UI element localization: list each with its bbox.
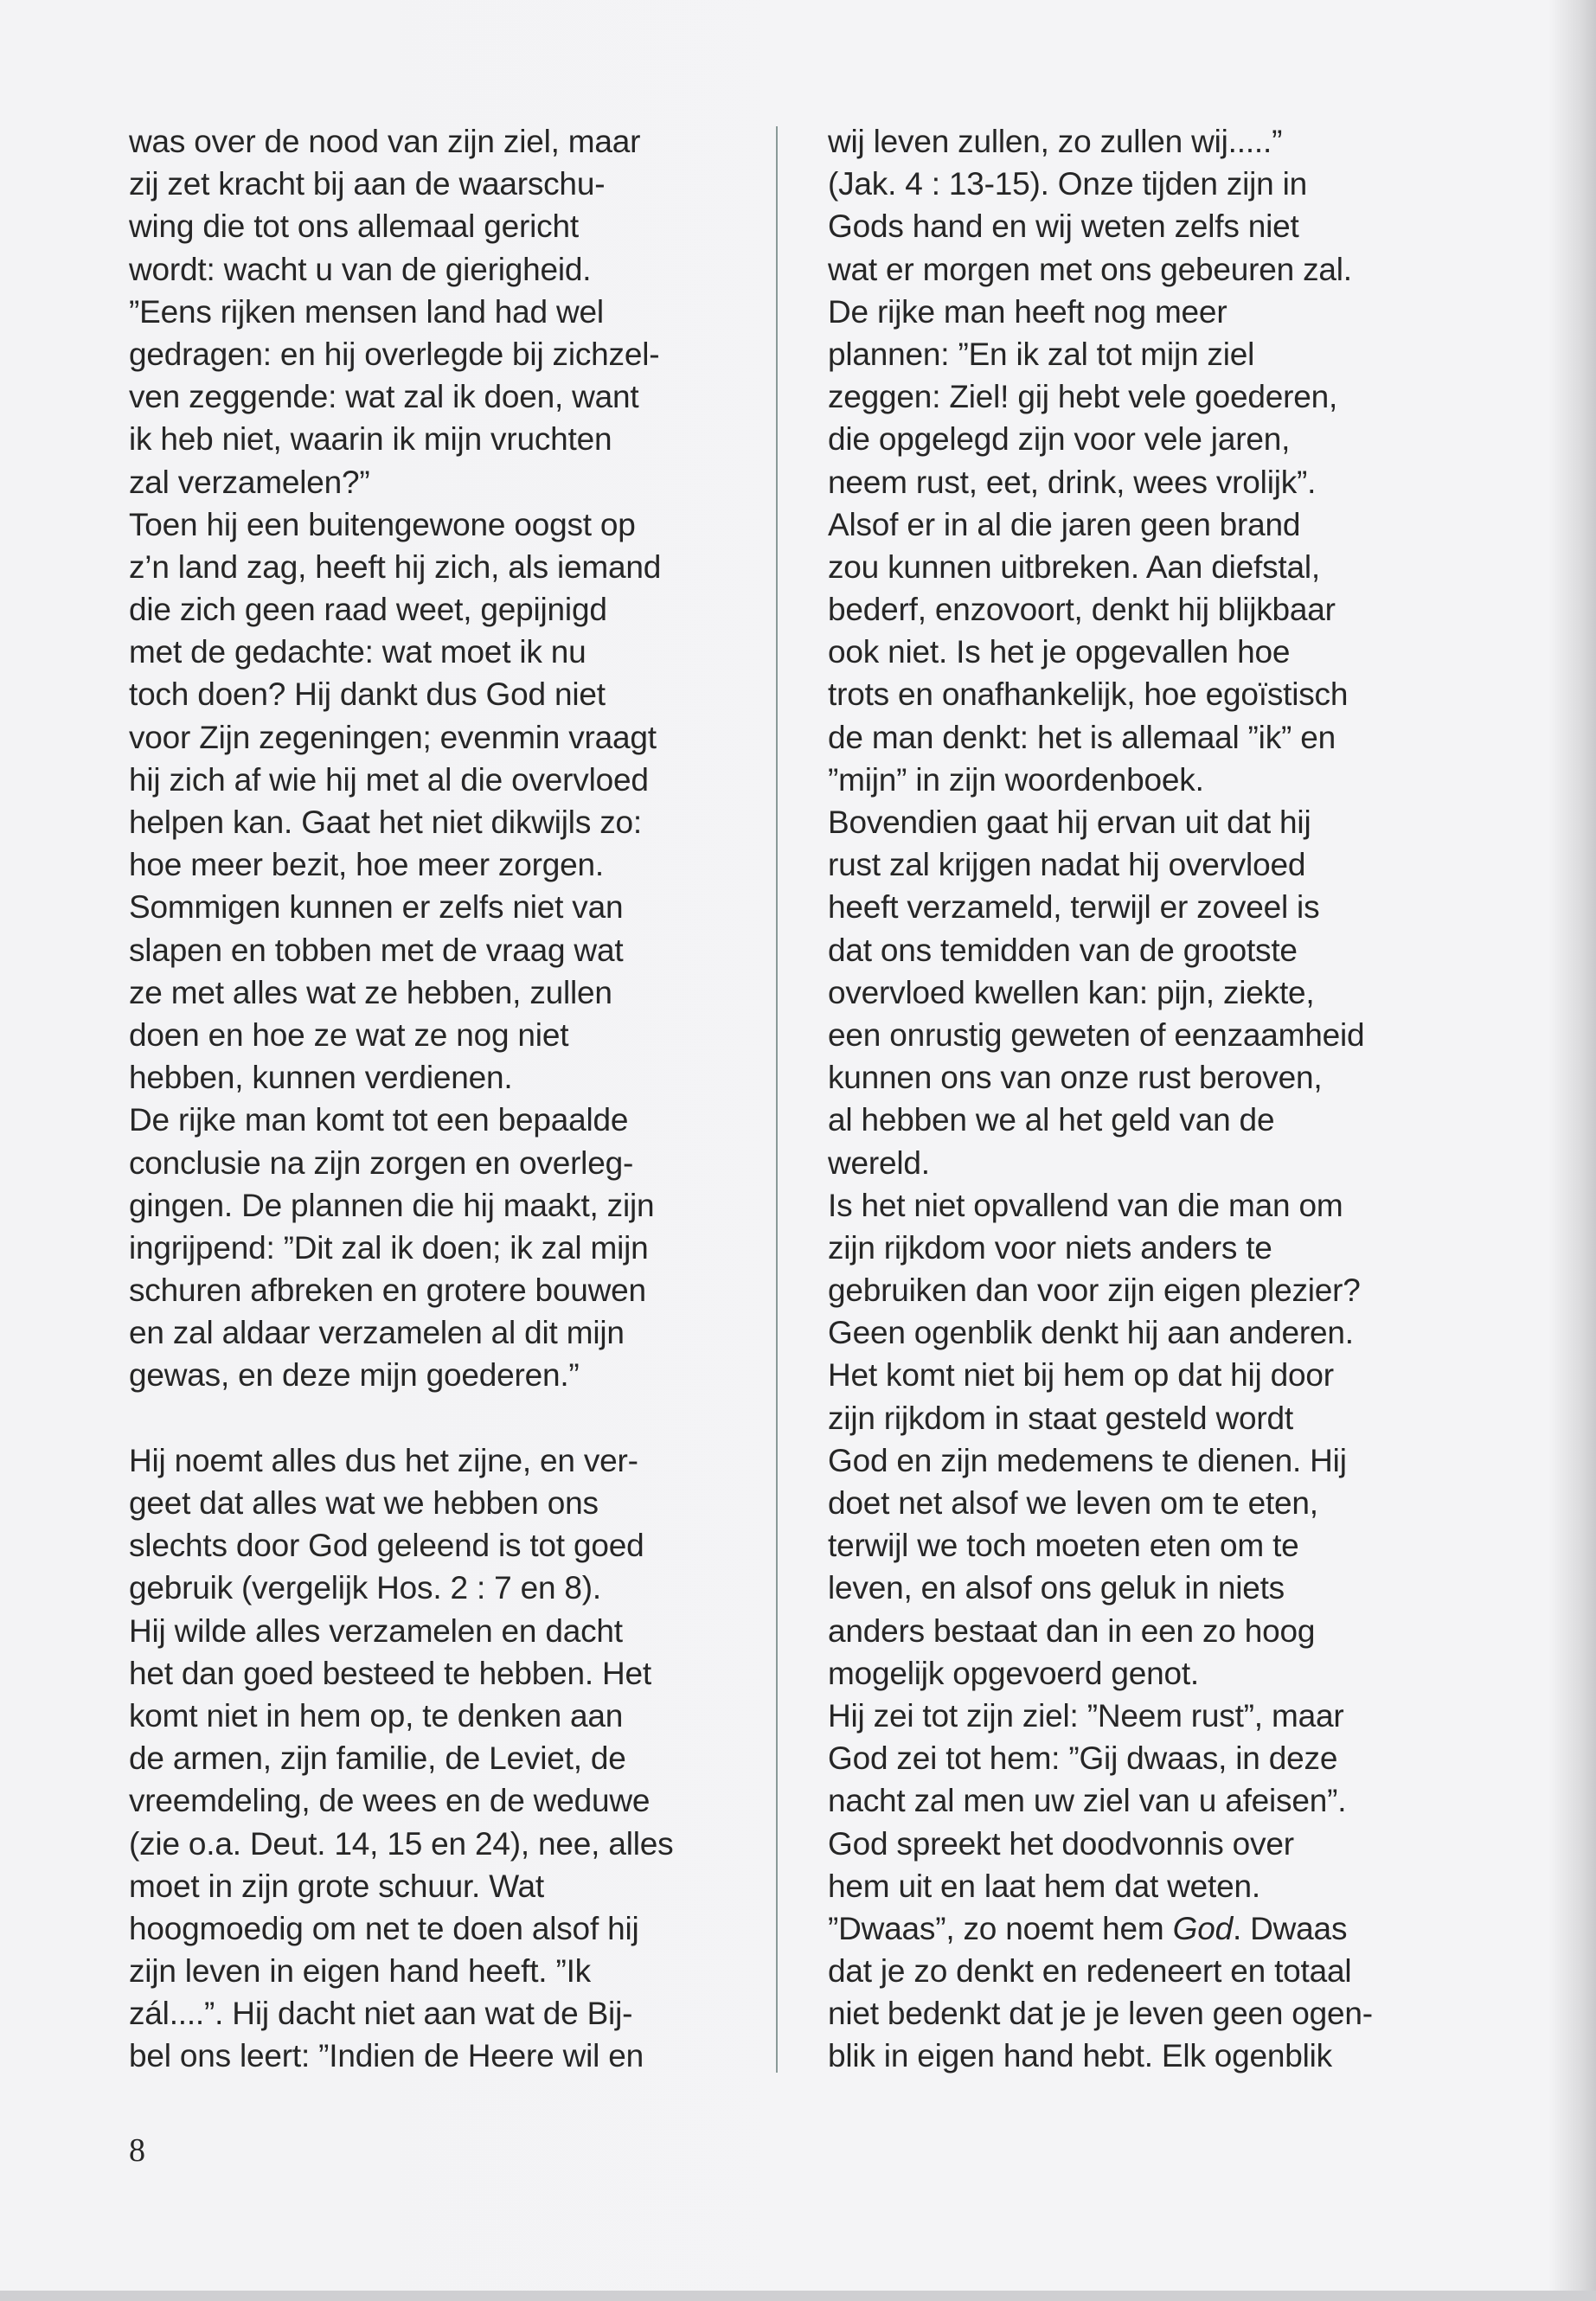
text-line: wing die tot ons allemaal gericht: [129, 208, 579, 245]
text-line: slapen en tobben met de vraag wat: [129, 932, 624, 968]
text-line: God zei tot hem: ”Gij dwaas, in deze: [828, 1740, 1338, 1777]
text-line: was over de nood van zijn ziel, maar: [129, 124, 641, 159]
text-line: schuren afbreken en grotere bouwen: [129, 1272, 646, 1309]
text-line: nacht zal men uw ziel van u afeisen”.: [828, 1783, 1347, 1819]
text-line: een onrustig geweten of eenzaamheid: [828, 1016, 1365, 1053]
text-line: mogelijk opgevoerd genot.: [828, 1655, 1200, 1691]
column-divider: [776, 126, 778, 2073]
text-line: wij leven zullen, zo zullen wij.....”: [828, 124, 1283, 159]
text-line: wordt: wacht u van de gierigheid.: [129, 251, 592, 287]
text-line: Is het niet opvallend van die man om: [828, 1187, 1343, 1223]
text-line: dat ons temidden van de grootste: [828, 932, 1298, 968]
text-line: gewas, en deze mijn goederen.”: [129, 1357, 580, 1394]
text-line: al hebben we al het geld van de: [828, 1102, 1275, 1138]
text-line: God spreekt het doodvonnis over: [828, 1825, 1294, 1862]
text-line: [129, 1397, 673, 1439]
text-line: zal verzamelen?”: [129, 464, 370, 500]
page-number: 8: [129, 2132, 145, 2169]
text-line: [828, 1907, 1373, 1950]
text-line: zijn leven in eigen hand heeft. ”Ik: [129, 1953, 591, 1990]
text-line: de man denkt: het is allemaal ”ik” en: [828, 719, 1336, 755]
text-line: heeft verzameld, terwijl er zoveel is: [828, 889, 1320, 926]
text-line: hem uit en laat hem dat weten.: [828, 1868, 1260, 1904]
text-line: God en zijn medemens te dienen. Hij: [828, 1442, 1347, 1478]
text-line: hoe meer bezit, hoe meer zorgen.: [129, 847, 604, 883]
text-line: anders bestaat dan in een zo hoog: [828, 1612, 1316, 1649]
text-line: gebruiken dan voor zijn eigen plezier?: [828, 1272, 1361, 1309]
left-text-column: [129, 120, 673, 2078]
text-line: gingen. De plannen die hij maakt, zijn: [129, 1187, 655, 1223]
text-line: ik heb niet, waarin ik mijn vruchten: [129, 421, 612, 458]
text-line: doen en hoe ze wat ze nog niet: [129, 1016, 569, 1053]
text-line: leven, en alsof ons geluk in niets: [828, 1570, 1285, 1606]
text-line: het dan goed besteed te hebben. Het: [129, 1655, 652, 1691]
text-line: (zie o.a. Deut. 14, 15 en 24), nee, alles: [129, 1825, 674, 1862]
text-line: wereld.: [828, 1144, 930, 1181]
text-line: Hij wilde alles verzamelen en dacht: [129, 1612, 623, 1649]
text-line: Het komt niet bij hem op dat hij door: [828, 1357, 1334, 1394]
text-line: komt niet in hem op, te denken aan: [129, 1697, 624, 1734]
text-line: rust zal krijgen nadat hij overvloed: [828, 847, 1306, 883]
text-line: gedragen: en hij overlegde bij zichzel-: [129, 336, 660, 372]
text-line: ven zeggende: wat zal ik doen, want: [129, 379, 639, 415]
text-line: zou kunnen uitbreken. Aan diefstal,: [828, 548, 1320, 585]
text-line: en zal aldaar verzamelen al dit mijn: [129, 1315, 625, 1351]
text-line: kunnen ons van onze rust beroven,: [828, 1060, 1323, 1096]
text-line: bederf, enzovoort, denkt hij blijkbaar: [828, 592, 1336, 628]
text-line: blik in eigen hand hebt. Elk ogenblik: [828, 2038, 1332, 2074]
text-line: plannen: ”En ik zal tot mijn ziel: [828, 336, 1255, 372]
text-line: hebben, kunnen verdienen.: [129, 1060, 513, 1096]
text-line: ”Eens rijken mensen land had wel: [129, 293, 604, 330]
text-line: die opgelegd zijn voor vele jaren,: [828, 421, 1291, 458]
text-line: ze met alles wat ze hebben, zullen: [129, 974, 612, 1010]
text-line: slechts door God geleend is tot goed: [129, 1528, 644, 1564]
text-line: voor Zijn zegeningen; evenmin vraagt: [129, 719, 657, 755]
text-line: Geen ogenblik denkt hij aan anderen.: [828, 1315, 1354, 1351]
right-text-column: [828, 120, 1373, 2078]
text-line: neem rust, eet, drink, wees vrolijk”.: [828, 464, 1317, 500]
text-line: De rijke man heeft nog meer: [828, 293, 1227, 330]
text-line: geet dat alles wat we hebben ons: [129, 1485, 599, 1521]
text-line: Hij zei tot zijn ziel: ”Neem rust”, maar: [828, 1697, 1344, 1734]
text-line: Hij noemt alles dus het zijne, en ver-: [129, 1442, 638, 1478]
text-line: ook niet. Is het je opgevallen hoe: [828, 634, 1291, 670]
text-line: dat je zo denkt en redeneert en totaal: [828, 1953, 1352, 1990]
text-line: zijn rijkdom in staat gesteld wordt: [828, 1400, 1293, 1436]
text-line: zeggen: Ziel! gij hebt vele goederen,: [828, 379, 1338, 415]
text-line: gebruik (vergelijk Hos. 2 : 7 en 8).: [129, 1570, 601, 1606]
text-line: Sommigen kunnen er zelfs niet van: [129, 889, 624, 926]
text-line: Toen hij een buitengewone oogst op: [129, 506, 636, 542]
text-line: hoogmoedig om net te doen alsof hij: [129, 1910, 639, 1946]
text-segment: . Dwaas: [1232, 1910, 1348, 1946]
text-line: vreemdeling, de wees en de weduwe: [129, 1783, 651, 1819]
text-line: moet in zijn grote schuur. Wat: [129, 1868, 545, 1904]
text-line: conclusie na zijn zorgen en overleg-: [129, 1144, 634, 1181]
text-line: wat er morgen met ons gebeuren zal.: [828, 251, 1352, 287]
text-line: De rijke man komt tot een bepaalde: [129, 1102, 629, 1138]
text-line: hij zich af wie hij met al die overvloed: [129, 761, 649, 798]
text-line: niet bedenkt dat je je leven geen ogen-: [828, 1996, 1373, 2032]
text-segment: ”Dwaas”, zo noemt hem: [828, 1910, 1173, 1946]
text-line: Bovendien gaat hij ervan uit dat hij: [828, 804, 1311, 840]
text-line: bel ons leert: ”Indien de Heere wil en: [129, 2038, 644, 2074]
page-bottom-edge: [0, 2291, 1596, 2301]
text-line: trots en onafhankelijk, hoe egoïstisch: [828, 676, 1349, 713]
text-line: (Jak. 4 : 13-15). Onze tijden zijn in: [828, 166, 1308, 202]
italic-text: God: [1172, 1910, 1233, 1946]
text-line: zál....”. Hij dacht niet aan wat de Bij-: [129, 1996, 633, 2032]
text-line: ingrijpend: ”Dit zal ik doen; ik zal mijn: [129, 1229, 649, 1266]
text-line: ”mijn” in zijn woordenboek.: [828, 761, 1204, 798]
text-line: die zich geen raad weet, gepijnigd: [129, 592, 607, 628]
text-line: doet net alsof we leven om te eten,: [828, 1485, 1318, 1521]
text-line: zij zet kracht bij aan de waarschu-: [129, 166, 606, 202]
text-line: met de gedachte: wat moet ik nu: [129, 634, 586, 670]
text-line: terwijl we toch moeten eten om te: [828, 1528, 1299, 1564]
text-line: zijn rijkdom voor niets anders te: [828, 1229, 1272, 1266]
text-line: Alsof er in al die jaren geen brand: [828, 506, 1301, 542]
text-line: helpen kan. Gaat het niet dikwijls zo:: [129, 804, 642, 840]
text-line: Gods hand en wij weten zelfs niet: [828, 208, 1299, 245]
text-line: toch doen? Hij dankt dus God niet: [129, 676, 606, 713]
text-line: overvloed kwellen kan: pijn, ziekte,: [828, 974, 1315, 1010]
text-line: de armen, zijn familie, de Leviet, de: [129, 1740, 626, 1777]
text-line: z’n land zag, heeft hij zich, als iemand: [129, 548, 662, 585]
